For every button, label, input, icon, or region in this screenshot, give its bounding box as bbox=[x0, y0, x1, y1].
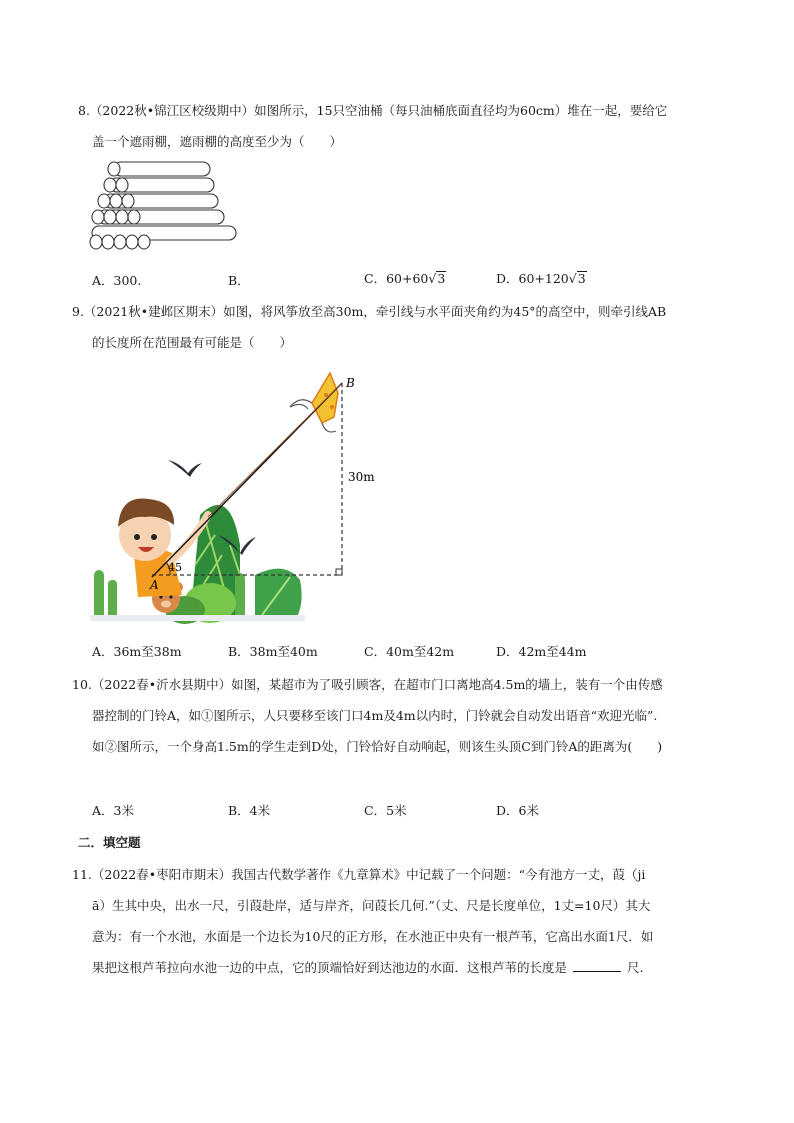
q9-option-b: B．38m至40m bbox=[228, 644, 318, 659]
q11-stem-line2: ā）生其中央，出水一尺，引葭赴岸，适与岸齐，问葭长几何.”（丈、尺是长度单位，1丈=10尺）其大 bbox=[92, 898, 651, 913]
q9-stem-line1: 9.（2021秋•建邺区期末）如图，将风筝放至高30m，牵引线与水平面夹角约为45°的高空中，则牵引线AB bbox=[72, 304, 667, 319]
q9-option-a: A．36m至38m bbox=[92, 644, 182, 659]
q8-option-a: A．300. bbox=[92, 273, 142, 288]
oil-barrel-stack-figure bbox=[90, 160, 240, 260]
q9-stem-line2: 的长度所在范围最有可能是（ ） bbox=[92, 335, 293, 350]
q11-line4-unit: 尺. bbox=[626, 960, 644, 975]
q8-option-c-radicand: 3 bbox=[437, 271, 446, 286]
q8-option-c-prefix: C．60+60 bbox=[364, 271, 429, 286]
q8-option-c: C．60+60√3 bbox=[364, 271, 446, 286]
q11-stem-line1: 11.（2022春•枣阳市期末）我国古代数学著作《九章算术》中记载了一个问题：“今有池方一丈，葭（ji bbox=[72, 867, 646, 882]
q10-stem-line1: 10.（2022春•沂水县期中）如图，某超市为了吸引顾客，在超市门口离地高4.5m的墙上，装有一个由传感 bbox=[72, 677, 663, 692]
right-angle-mark bbox=[336, 569, 342, 575]
q10-stem-line3: 如②图所示，一个身高1.5m的学生走到D处，门铃恰好自动响起，则该生头顶C到门铃A的距离为( ) bbox=[92, 739, 663, 754]
bird-icon bbox=[168, 460, 202, 477]
section-title: 二．填空题 bbox=[78, 835, 141, 850]
q11-line4-text: 果把这根芦苇拉向水池一边的中点，它的顶端恰好到达池边的水面．这根芦苇的长度是 bbox=[92, 960, 568, 975]
kite-figure bbox=[90, 365, 375, 625]
q8-stem-line1: 8.（2022秋•锦江区校级期中）如图所示，15只空油桶（每只油桶底面直径均为60cm）堆在一起，要给它 bbox=[78, 103, 668, 118]
q8-option-d-prefix: D．60+120 bbox=[496, 271, 569, 286]
q10-option-d: D．6米 bbox=[496, 803, 539, 818]
q10-option-b: B．4米 bbox=[228, 803, 271, 818]
barrel-row-top bbox=[108, 162, 210, 176]
q8-stem-line2: 盖一个遮雨棚，遮雨棚的高度至少为（ ） bbox=[92, 134, 343, 149]
q9-option-d: D．42m至44m bbox=[496, 644, 587, 659]
barrel-row-4 bbox=[92, 210, 224, 224]
q8-option-d: D．60+120√3 bbox=[496, 271, 586, 286]
q11-stem-line4 bbox=[92, 959, 643, 977]
q8-option-d-radicand: 3 bbox=[577, 271, 586, 286]
height-label: 30m bbox=[348, 470, 375, 484]
barrel-row-3 bbox=[98, 194, 218, 208]
q10-option-a: A．3米 bbox=[92, 803, 134, 818]
label-a: A bbox=[150, 578, 159, 592]
angle-label: 45 bbox=[168, 561, 182, 574]
q10-option-c: C．5米 bbox=[364, 803, 407, 818]
q8-option-b: B． bbox=[228, 273, 250, 288]
barrel-row-2 bbox=[104, 178, 214, 192]
label-b: B bbox=[346, 376, 355, 390]
kite-icon bbox=[290, 373, 338, 432]
q11-stem-line3: 意为：有一个水池，水面是一个边长为10尺的正方形，在水池正中央有一根芦苇，它高出水面1尺．如 bbox=[92, 929, 654, 944]
answer-blank[interactable] bbox=[573, 971, 621, 972]
q10-stem-line2: 器控制的门铃A，如①图所示，人只要移至该门口4m及4m以内时，门铃就会自动发出语音“欢迎光临”. bbox=[92, 708, 658, 723]
barrel-row-bottom bbox=[90, 226, 236, 249]
q9-option-c: C．40m至42m bbox=[364, 644, 455, 659]
